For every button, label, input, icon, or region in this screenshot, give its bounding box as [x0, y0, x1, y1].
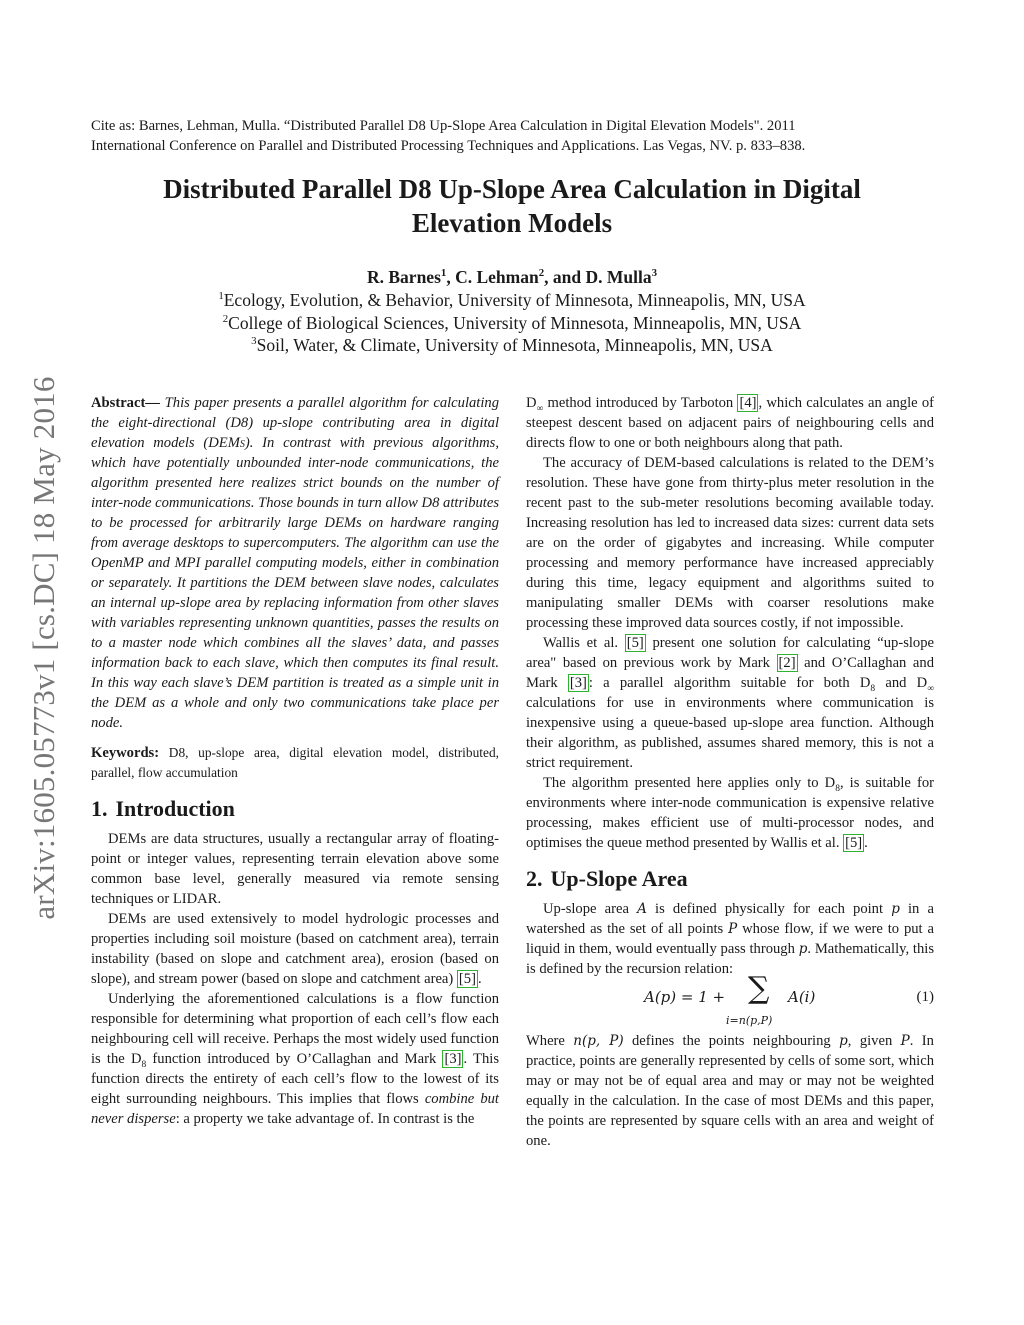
intro-paragraph-1: DEMs are data structures, usually a rectangular array of floating-point or integer values, representing terrain elevation above some common base level, generally measured via remote sensing techniques or LIDAR. [91, 831, 499, 907]
title-line-1: Distributed Parallel D8 Up-Slope Area Calculation in Digital [163, 174, 861, 204]
upslope-paragraph-1: Up-slope area A is defined physically for each point p in a watershed as the set of all points P whose flow, if we were to put a liquid in them, would eventually pass through p. Mathematically, this is defined by the recursion relation: [526, 901, 935, 977]
citation-line-1: Cite as: Barnes, Lehman, Mulla. “Distributed Parallel D8 Up-Slope Area Calculation in Digital Elevation Models". 2011 [91, 118, 796, 134]
abstract-label: Abstract— [91, 395, 160, 411]
citation-note [91, 116, 937, 156]
intro-paragraph-4: The accuracy of DEM-based calculations is related to the DEM’s resolution. These have gone from thirty-plus meter resolution in the recent past to the sub-meter resolutions becoming available today. Increasing resolution has led to increased data sizes: current data sets are on the order of gigabytes and increasing. While computer processing and memory performance have increased appreciably during this time, legacy equipment and algorithms suited to manipulating smaller DEMs with coarser resolutions make processing these improved data sources costly, if not impossible. [526, 455, 935, 631]
summation-subscript: i=n(p,P) [726, 1014, 773, 1027]
equation-rhs: A(i) [788, 988, 816, 1006]
affiliation-1: $^1$Ecology, Evolution, & Behavior, University of Minnesota, Minneapolis, MN, USA [218, 290, 806, 310]
citation-link[interactable]: [2] [778, 655, 796, 671]
author-list: R. Barnes$^1$, C. Lehman$^2$, and D. Mulla$^3$ [367, 267, 657, 287]
intro-paragraph-5: Wallis et al. [5] present one solution for calculating “up-slope area" based on previous work by Mark [2] and O’Callaghan and Mark [3] : a parallel algorithm suitable for both $D_8$ and $D_\infty$ calculations for use in environments where communication is inexpensive using a queue-based up-slope area function. Although their algorithm, as published, assumes shared memory, this is not a strict requirement. [526, 635, 934, 771]
paper-title [91, 172, 933, 240]
author-2: C. Lehman [455, 267, 539, 287]
citation-link[interactable]: [5] [845, 835, 863, 851]
intro-paragraph-continued: $D_\infty$ method introduced by Tarboton [4] , which calculates an angle of steepest descent based on adjacent pairs of neighbouring cells and directs flow to one or both neighbours along that path. [526, 395, 934, 451]
citation-link[interactable]: [5] [626, 635, 644, 651]
citation-link[interactable]: [5] [458, 971, 476, 987]
section-heading-up-slope-area: 2. Up-Slope Area [526, 866, 688, 891]
intro-paragraph-6: The algorithm presented here applies only to $D_8$, is suitable for environments where inter-node communication is expensive relative processing, makes efficient use of multi-processor nodes, and optimises the queue method presented by Wallis et al. [5] . [526, 775, 934, 851]
citation-link[interactable]: [4] [739, 395, 757, 411]
affiliation-3: $^3$Soil, Water, & Climate, University of Minnesota, Minneapolis, MN, USA [251, 335, 773, 355]
upslope-paragraph-2: Where n(p, P) defines the points neighbouring p, given P. In practice, points are generally represented by cells of some sort, which may or may not be of equal area and may or may not be weighted equally in the calculation. In the case of most DEMs and this paper, the points are represented by square cells with an area and weight of one. [526, 1033, 934, 1149]
summation-symbol: ∑ [748, 971, 770, 1006]
intro-paragraph-2: DEMs are used extensively to model hydrologic processes and properties including soil moisture (based on catchment area), terrain instability (based on slope and catchment area), erosion (based on slope), and stream power (based on slope and catchment area) [5] . [91, 911, 499, 987]
author-1: R. Barnes [367, 267, 441, 287]
keywords: Keywords: D8, up-slope area, digital elevation model, distributed, parallel, flow accumulation [91, 745, 499, 780]
keywords-label: Keywords: [91, 745, 160, 761]
abstract: Abstract— This paper presents a parallel algorithm for calculating the eight-directional (D8) up-slope contributing area in digital elevation models (DEMs). In contrast with previous algorithms, which have potentially unbounded inter-node communications, the algorithm presented here realizes strict bounds on the number of inter-node communications. Those bounds in turn allow D8 attributes to be processed for arbitrarily large DEMs on hardware ranging from average desktops to supercomputers. The algorithm can use the OpenMP and MPI parallel computing models, either in combination or separately. It partitions the DEM between slave nodes, calculates an internal up-slope area by replacing information from other slaves with variables representing unknown quantities, passes the results on to a master node which combines all the slaves’ data, and passes information back to each slave, which then computes its final result. In this way each slave’s DEM partition is treated as a simple unit in the DEM as a whole and only two communications take place per node. [91, 395, 499, 731]
citation-link[interactable]: [3] [569, 675, 587, 691]
right-column [526, 393, 934, 1151]
author-3: D. Mulla [585, 267, 652, 287]
section-heading-introduction: 1. Introduction [91, 796, 235, 821]
citation-link[interactable]: [3] [444, 1051, 462, 1067]
equation-number: (1) [916, 989, 934, 1005]
citation-line-2: International Conference on Parallel and Distributed Processing Techniques and Applications. Las Vegas, NV. p. 833–838. [91, 138, 806, 154]
arxiv-stamp: arXiv:1605.05773v1 [cs.DC] 18 May 2016 [26, 376, 61, 920]
affiliations [91, 289, 933, 357]
equation-lhs: A(p) = 1 + [644, 988, 726, 1006]
equation-1 [526, 971, 934, 1029]
left-column [91, 393, 499, 1129]
intro-paragraph-3: Underlying the aforementioned calculations is a flow function responsible for determining what proportion of each cell’s flow each neighbouring cell will receive. Perhaps the most widely used function is the $D_8$ function introduced by O’Callaghan and Mark [3] . This function directs the entirety of each cell’s flow to the lowest of its eight surrounding neighbours. This implies that flows combine but never disperse: a property we take advantage of. In contrast is the [91, 991, 500, 1127]
affiliation-2: $^2$College of Biological Sciences, University of Minnesota, Minneapolis, MN, USA [222, 312, 802, 333]
title-line-2: Elevation Models [411, 208, 613, 238]
